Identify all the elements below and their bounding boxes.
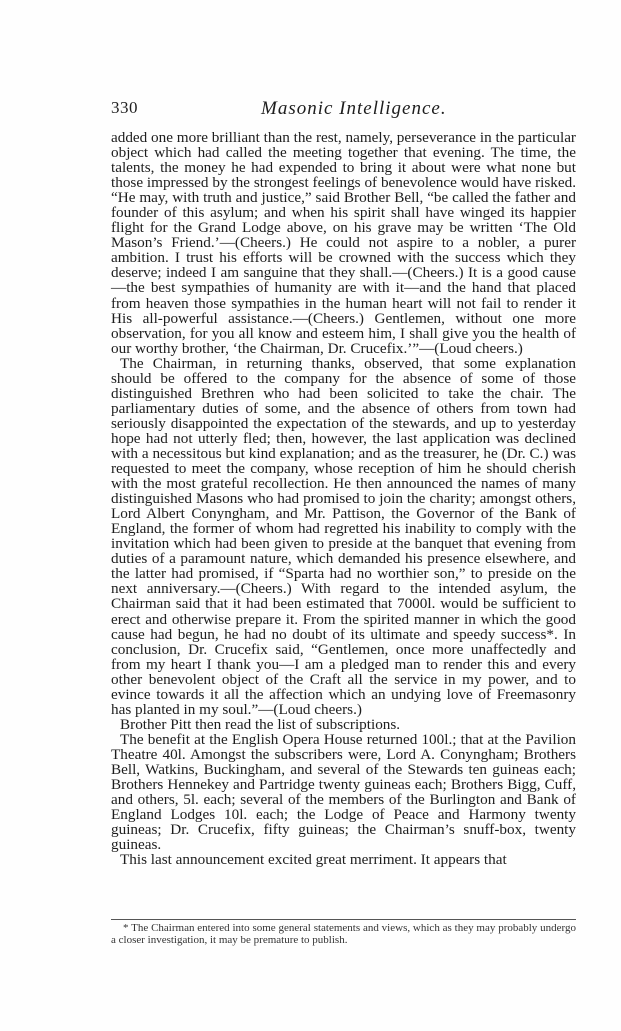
paragraph-1: added one more brilliant than the rest, namely, perseverance in the particular object which had called the meeting together that evening. The time, the talents, the money he had expended to bring it about were what none but those impressed by the strongest feelings of benevolence would have risked. “He may, with truth and justice,” said Brother Bell, “be called the father and founder of this asylum; and when his spirit shall have winged its happier flight for the Grand Lodge above, on his grave may be written ‘The Old Mason’s Friend.’—(Cheers.) He could not aspire to a nobler, a purer ambition. I trust his efforts will be crowned with the success which they deserve; indeed I am sanguine that they shall.—(Cheers.) It is a good cause—the best sympathies of humanity are with it—and the hand that placed from heaven those sympathies in the human heart will not fail to render it His all-powerful assistance.—(Cheers.) Gentlemen, without one more observation, for you all know and esteem him, I shall give you the health of our worthy brother, ‘the Chairman, Dr. Crucefix.’”—(Loud cheers.): [111, 129, 576, 357]
page-number: 330: [111, 98, 138, 117]
footnote-divider: [111, 919, 576, 920]
paragraph-3: Brother Pitt then read the list of subscriptions.: [120, 715, 401, 733]
footnote: * The Chairman entered into some general statements and views, which as they may probably undergo a closer investigation, it may be premature to publish.: [111, 922, 576, 946]
running-title: Masonic Intelligence.: [261, 98, 447, 119]
page-header: [111, 98, 576, 122]
paragraph-2: The Chairman, in returning thanks, observed, that some explanation should be offered to the company for the absence of some of those distinguished Brethren who had been solicited to take the chair. The parliamentary duties of some, and the absence of others from town had seriously disappointed the expectation of the stewards, and up to yesterday hope had not utterly fled; then, however, the last application was declined with a necessitous but kind explanation; and as the treasurer, he (Dr. C.) was requested to meet the company, whose reception of him he should cherish with the most grateful recollection. He then announced the names of many distinguished Masons who had promised to join the charity; amongst others, Lord Albert Conyngham, and Mr. Pattison, the Governor of the Bank of England, the former of whom had regretted his inability to comply with the invitation which had been given to preside at the banquet that evening from duties of a paramount nature, which demanded his presence elsewhere, and the latter had promised, if “Sparta had no worthier son,” to preside on the next anniversary.—(Cheers.) With regard to the intended asylum, the Chairman said that it had been estimated that 7000l. would be sufficient to erect and otherwise prepare it. From the spirited manner in which the good cause had begun, he had no doubt of its ultimate and speedy success*. In conclusion, Dr. Crucefix said, “Gentlemen, once more unaffectedly and from my heart I thank you—I am a pledged man to render this and every other benevolent object of the Craft all the service in my power, and to evince towards it all the affection which an undying love of Freemasonry has planted in my soul.”—(Loud cheers.): [111, 354, 576, 718]
paragraph-5: This last announcement excited great merriment. It appears that: [120, 851, 507, 869]
article-body: [111, 130, 576, 867]
paragraph-4: The benefit at the English Opera House returned 100l.; that at the Pavilion Theatre 40l. Amongst the subscribers were, Lord A. Conyngham; Brothers Bell, Watkins, Buckingham, and several of the Stewards ten guineas each; Brothers Hennekey and Partridge twenty guineas each; Brothers Bigg, Cuff, and others, 5l. each; several of the members of the Burlington and Bank of England Lodges 10l. each; the Lodge of Peace and Harmony twenty guineas; Dr. Crucefix, fifty guineas; the Chairman’s snuff-box, twenty guineas.: [111, 730, 576, 854]
